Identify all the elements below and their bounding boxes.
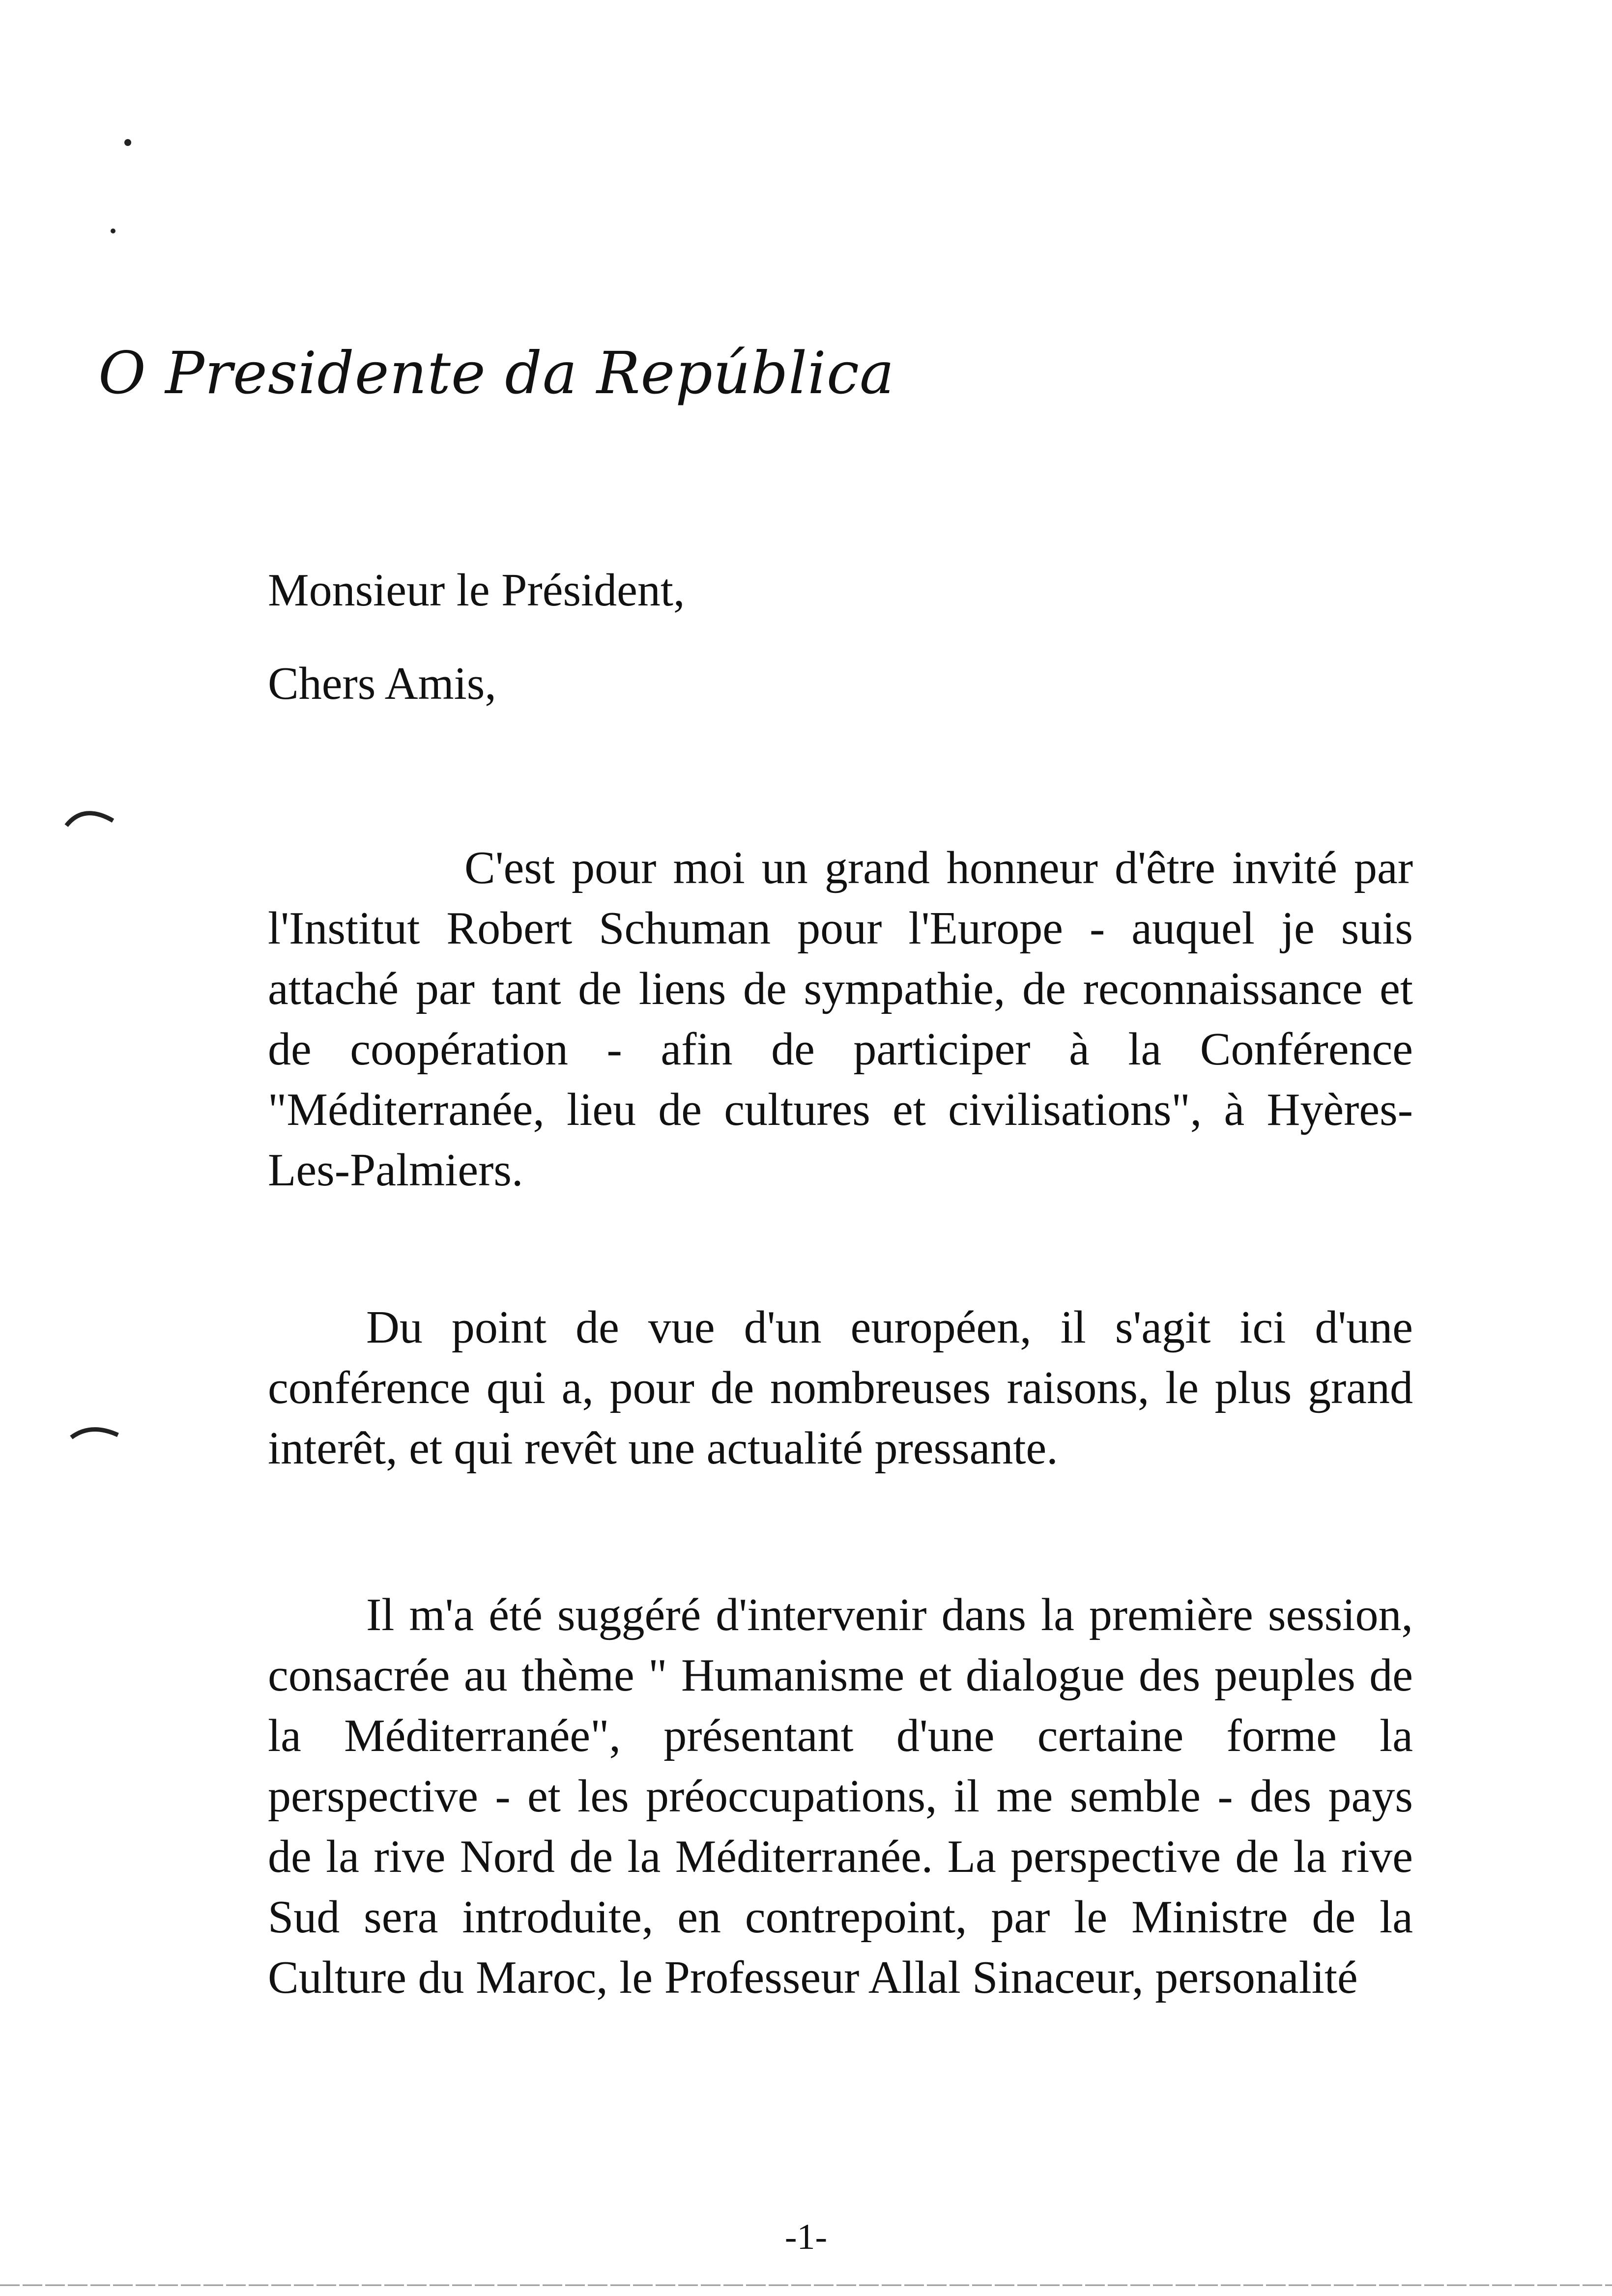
- greeting: Chers Amis,: [268, 658, 496, 709]
- punch-hole-mark-lower: [69, 1420, 123, 1445]
- letterhead: O Presidente da República: [98, 339, 895, 407]
- scan-mark-dot: [106, 224, 120, 238]
- salutation: Monsieur le Président,: [268, 565, 685, 616]
- paragraph-3: Il m'a été suggéré d'intervenir dans la première session, consacrée au thème " Humanisme et dialogue des peuples de la Méditerranée", présentant d'une certaine forme la perspective - et les préoccupations, il me semble - des pays de la rive Nord de la Méditerranée. La perspective de la rive Sud sera introduite, en contrepoint, par le Ministre de la Culture du Maroc, le Professeur Allal Sinaceur, personalité: [268, 1589, 1413, 2003]
- paragraph-1: C'est pour moi un grand honneur d'être invité par l'Institut Robert Schuman pour l'Europe - auquel je suis attaché par tant de liens de sympathie, de reconnaissance et de coopération - afin de participer à la Conférence "Méditerranée, lieu de cultures et civilisations", à Hyères-Les-Palmiers.: [268, 842, 1413, 1196]
- punch-hole-mark-upper: [64, 801, 118, 831]
- scan-mark-top: [118, 133, 138, 152]
- page-number: -1-: [784, 2217, 828, 2257]
- paragraph-2: Du point de vue d'un européen, il s'agit ici d'une conférence qui a, pour de nombreuses raisons, le plus grand interêt, et qui revêt une actualité pressante.: [268, 1302, 1413, 1474]
- bottom-scan-line: [0, 2280, 1612, 2290]
